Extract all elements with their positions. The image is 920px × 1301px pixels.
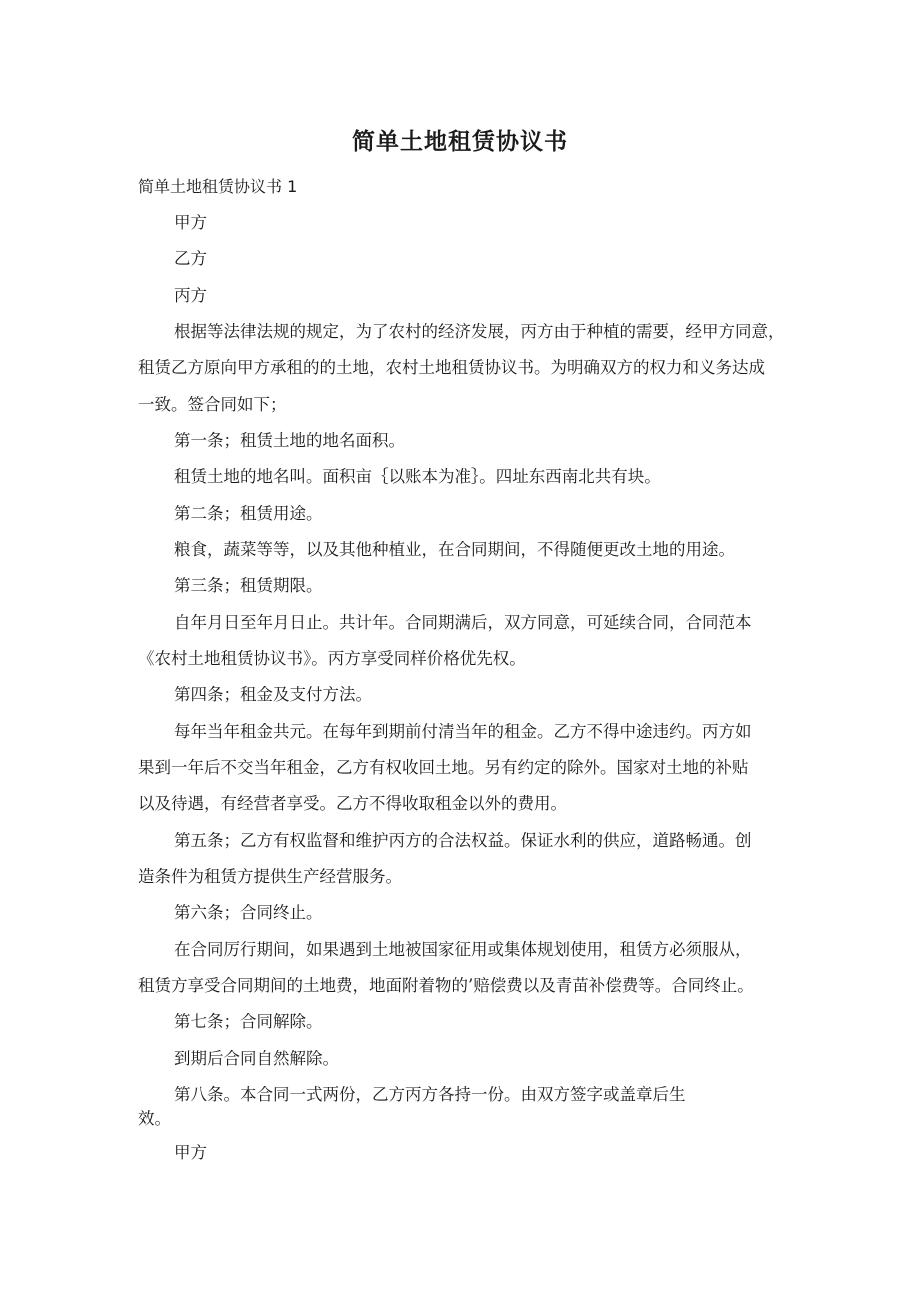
paragraph-line: 以及待遇，有经营者享受。乙方不得收取租金以外的费用。 <box>138 794 567 813</box>
paragraph-line: 粮食，蔬菜等等，以及其他种植业，在合同期间，不得随便更改土地的用途。 <box>174 540 735 559</box>
paragraph-line: 租赁方享受合同期间的土地费，地面附着物的’赔偿费以及青苗补偿费等。合同终止。 <box>138 976 754 995</box>
document-title: 简单土地租赁协议书 <box>352 129 568 155</box>
paragraph-line: 自年月日至年月日止。共计年。合同期满后，双方同意，可延续合同，合同范本 <box>174 613 752 632</box>
document-subtitle: 简单土地租赁协议书 1 <box>138 177 298 196</box>
paragraph-line: 在合同厉行期间，如果遇到土地被国家征用或集体规划使用，租赁方必须服从， <box>174 940 752 959</box>
article-heading: 第八条。本合同一式两份，乙方丙方各持一份。由双方签字或盖章后生 <box>174 1085 686 1104</box>
party-a-label: 甲方 <box>174 213 207 232</box>
paragraph-line: 一致。签合同如下； <box>138 395 287 414</box>
paragraph-line: 《农村土地租赁协议书》。丙方享受同样价格优先权。 <box>138 649 526 668</box>
paragraph-line: 果到一年后不交当年租金，乙方有权收回土地。另有约定的除外。国家对土地的补贴 <box>138 758 749 777</box>
paragraph-line: 到期后合同自然解除。 <box>174 1049 339 1068</box>
article-heading: 第五条；乙方有权监督和维护丙方的合法权益。保证水利的供应，道路畅通。创 <box>174 831 752 850</box>
signature-party-a-label: 甲方 <box>174 1143 207 1162</box>
party-c-label: 丙方 <box>174 286 207 305</box>
paragraph-line: 根据等法律法规的规定，为了农村的经济发展，丙方由于种植的需要，经甲方同意， <box>174 322 785 341</box>
paragraph-line: 租赁土地的地名叫。面积亩｛以账本为准｝。四址东西南北共有块。 <box>174 467 661 486</box>
article-heading: 第六条；合同终止。 <box>174 903 323 922</box>
party-b-label: 乙方 <box>174 249 207 268</box>
article-heading: 第四条；租金及支付方法。 <box>174 685 372 704</box>
article-heading: 第七条；合同解除。 <box>174 1012 323 1031</box>
article-heading: 第三条；租赁期限。 <box>174 576 323 595</box>
paragraph-line: 每年当年租金共元。在每年到期前付清当年的租金。乙方不得中途违约。丙方如 <box>174 722 752 741</box>
paragraph-line: 租赁乙方原向甲方承租的的土地，农村土地租赁协议书。为明确双方的权力和义务达成 <box>138 358 765 377</box>
paragraph-line: 效。 <box>138 1109 171 1128</box>
article-heading: 第一条；租赁土地的地名面积。 <box>174 431 405 450</box>
paragraph-line: 造条件为租赁方提供生产经营服务。 <box>138 867 402 886</box>
article-heading: 第二条；租赁用途。 <box>174 504 323 523</box>
